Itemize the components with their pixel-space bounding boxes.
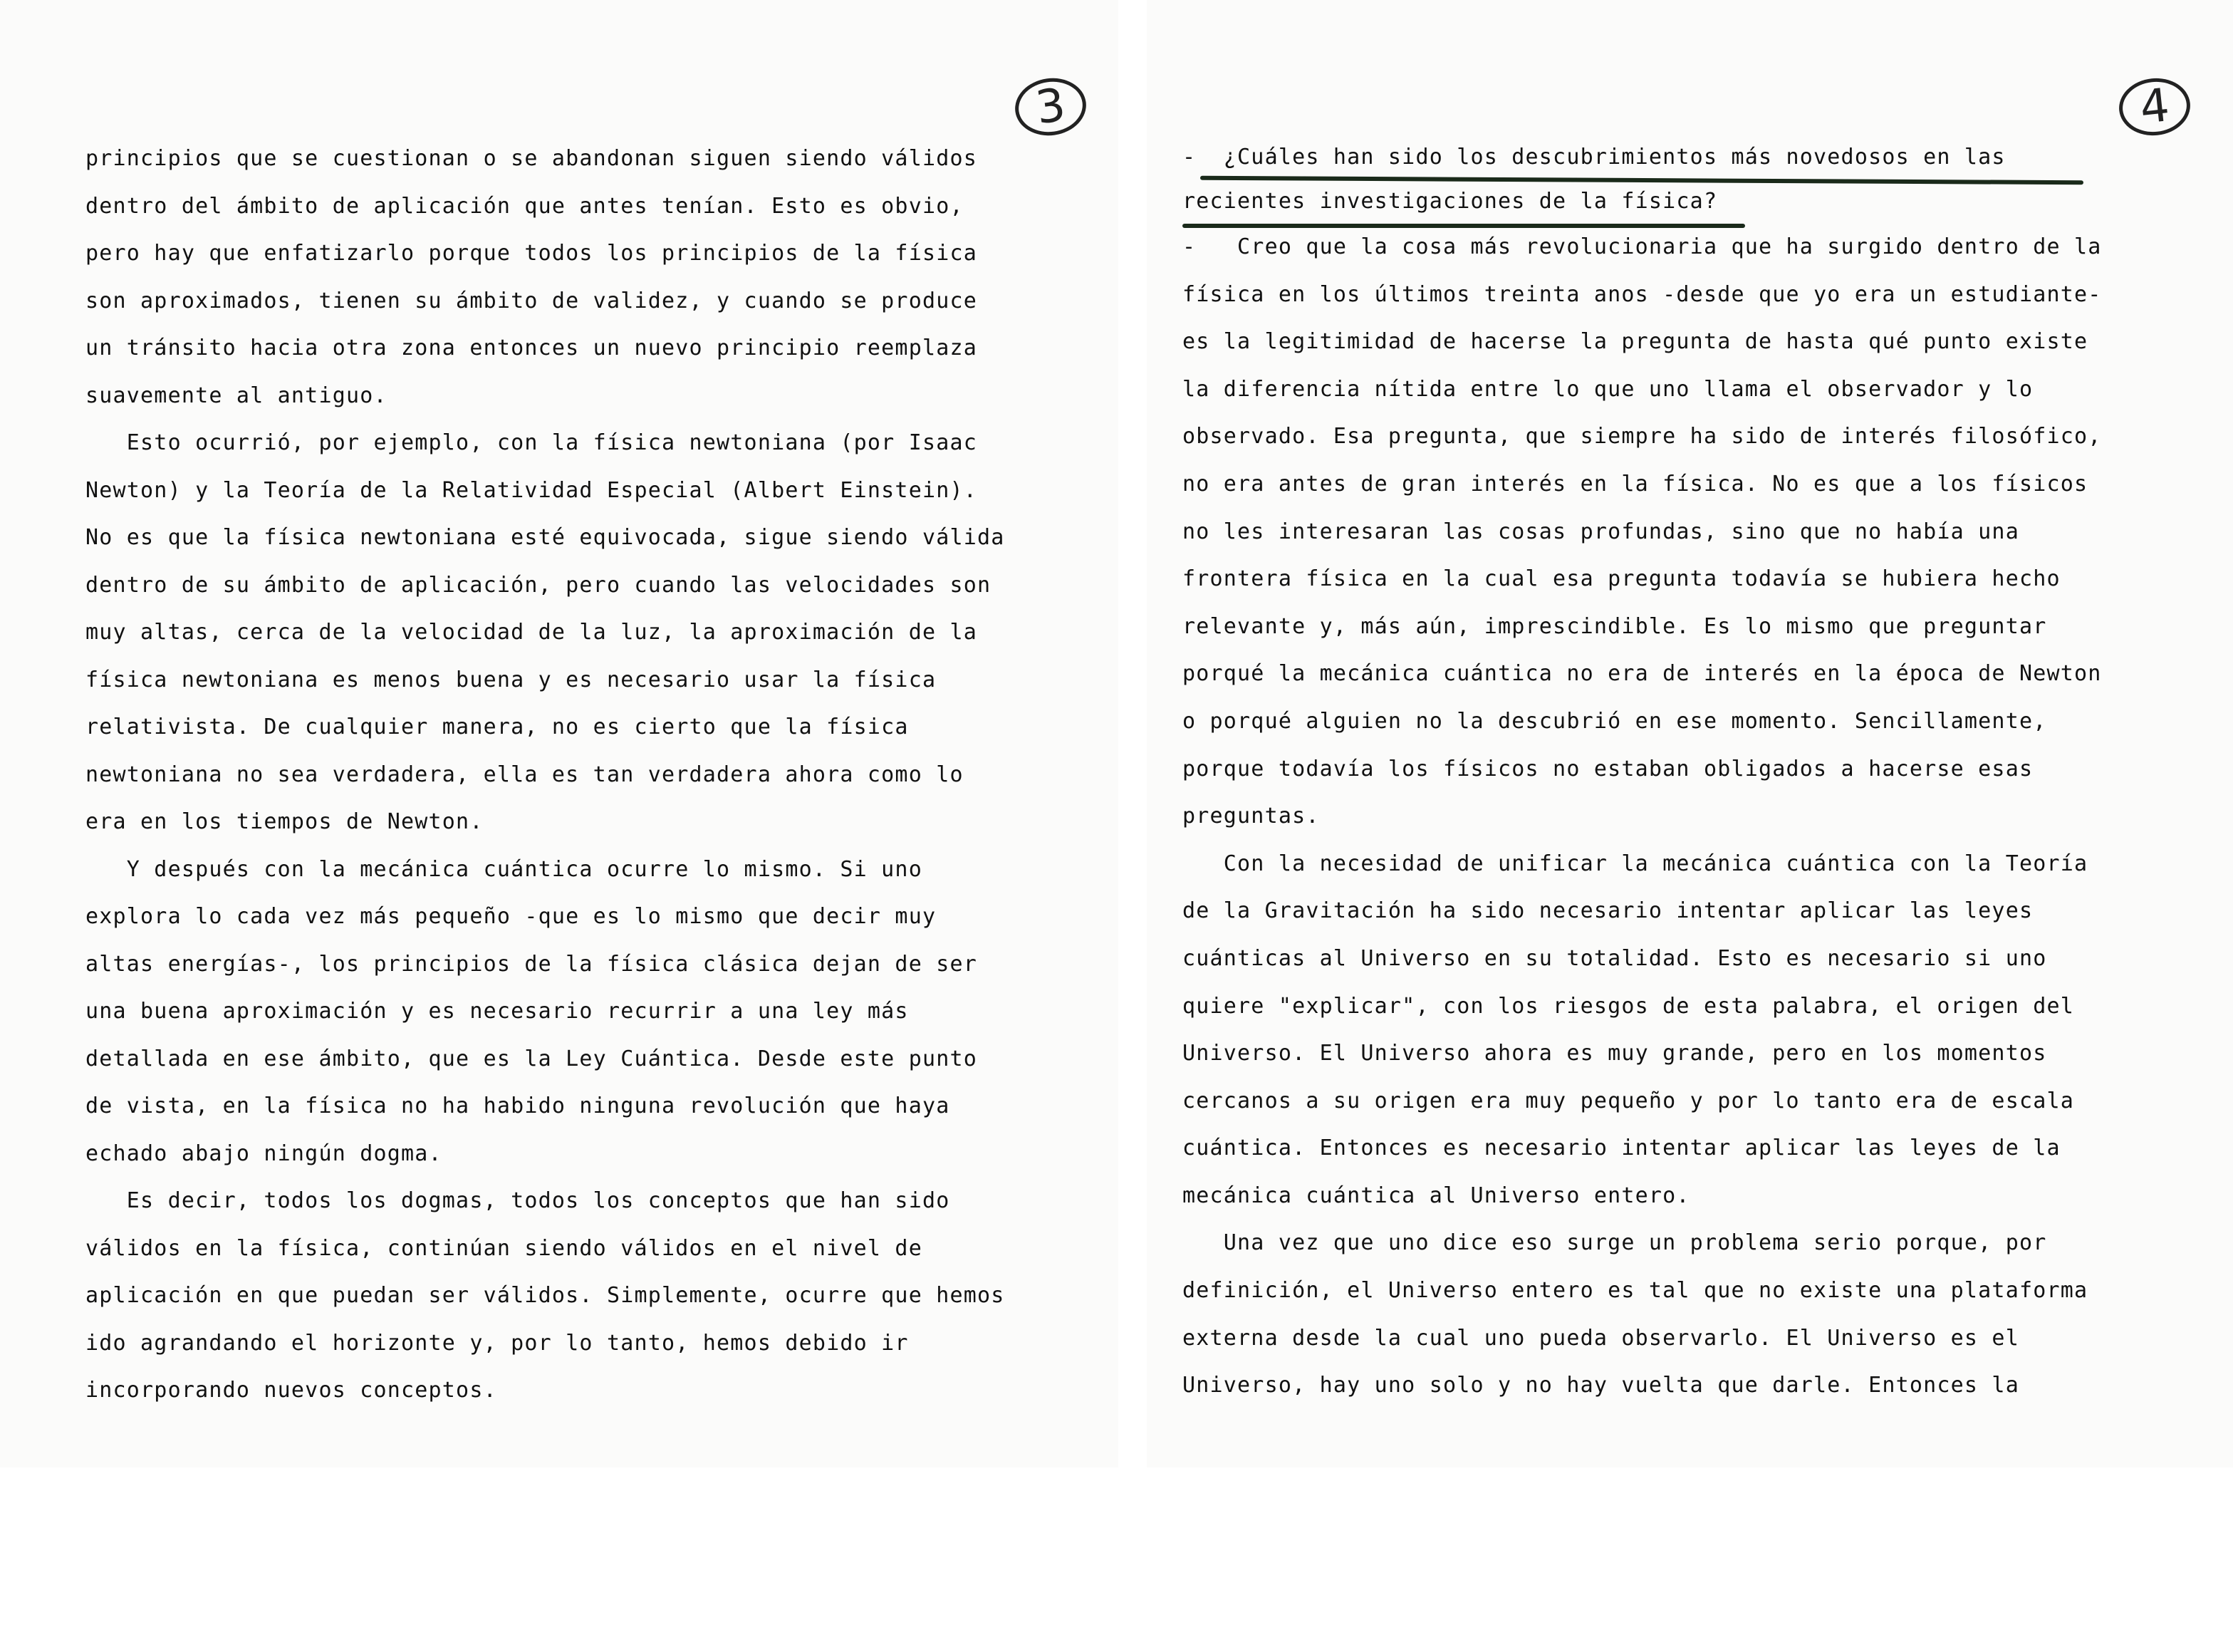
text-line: la diferencia nítida entre lo que uno llama el observador y lo — [1182, 376, 2034, 402]
text-line: Es decir, todos los dogmas, todos los conceptos que han sido — [85, 1188, 950, 1213]
text-line: porque todavía los físicos no estaban obligados a hacerse esas — [1182, 756, 2034, 781]
page-right — [1147, 0, 2233, 1467]
text-line: dentro de su ámbito de aplicación, pero cuando las velocidades son — [85, 572, 991, 598]
text-line: ido agrandando el horizonte y, por lo tanto, hemos debido ir — [85, 1330, 909, 1356]
text-line: - Creo que la cosa más revolucionaria que ha surgido dentro de la — [1182, 234, 2102, 259]
page-number-right: 4 — [2116, 75, 2193, 139]
text-line: altas energías-, los principios de la física clásica dejan de ser — [85, 951, 977, 977]
text-line: detallada en ese ámbito, que es la Ley Cuántica. Desde este punto — [85, 1046, 977, 1071]
text-line: echado abajo ningún dogma. — [85, 1141, 442, 1166]
text-line: externa desde la cual uno pueda observarlo. El Universo es el — [1182, 1325, 2019, 1351]
right-page-body — [1182, 135, 2180, 1410]
text-line: o porqué alguien no la descubrió en ese momento. Sencillamente, — [1182, 708, 2047, 734]
text-line: porqué la mecánica cuántica no era de interés en la época de Newton — [1182, 661, 2102, 687]
text-line: física en los últimos treinta anos -desde que yo era un estudiante- — [1182, 281, 2102, 307]
text-line: válidos en la física, continúan siendo válidos en el nivel de — [85, 1235, 922, 1261]
text-line: muy altas, cerca de la velocidad de la luz, la aproximación de la — [85, 620, 977, 645]
text-line: Una vez que uno dice eso surge un problema serio porque, por — [1182, 1230, 2047, 1256]
text-line: cuánticas al Universo en su totalidad. Esto es necesario si uno — [1182, 945, 2047, 971]
text-line: dentro del ámbito de aplicación que antes tenían. Esto es obvio, — [85, 193, 964, 219]
text-line: no era antes de gran interés en la física. No es que a los físicos — [1182, 471, 2088, 497]
text-line: frontera física en la cual esa pregunta todavía se hubiera hecho — [1182, 566, 2061, 592]
text-line: es la legitimidad de hacerse la pregunta de hasta qué punto existe — [1182, 329, 2088, 355]
text-line: pero hay que enfatizarlo porque todos los principios de la física — [85, 241, 977, 266]
text-line: Esto ocurrió, por ejemplo, con la física newtoniana (por Isaac — [85, 430, 977, 455]
text-line: un tránsito hacia otra zona entonces un nuevo principio reemplaza — [85, 336, 977, 360]
question-line: recientes investigaciones de la física? — [1182, 189, 1718, 214]
page-number-left: 3 — [1011, 73, 1090, 140]
left-page-body — [85, 135, 1068, 1415]
text-line: relativista. De cualquier manera, no es cierto que la física — [85, 715, 909, 739]
text-line: de la Gravitación ha sido necesario intentar aplicar las leyes — [1182, 898, 2034, 924]
text-line: Con la necesidad de unificar la mecánica cuántica con la Teoría — [1182, 851, 2088, 876]
text-line: cuántica. Entonces es necesario intentar aplicar las leyes de la — [1182, 1136, 2061, 1161]
question-line: - ¿Cuáles han sido los descubrimientos más novedosos en las — [1182, 145, 2006, 170]
text-line: newtoniana no sea verdadera, ella es tan verdadera ahora como lo — [85, 762, 964, 787]
text-line: incorporando nuevos conceptos. — [85, 1378, 497, 1403]
text-line: cercanos a su origen era muy pequeño y por lo tanto era de escala — [1182, 1088, 2074, 1113]
text-line: explora lo cada vez más pequeño -que es lo mismo que decir muy — [85, 904, 937, 929]
text-line: principios que se cuestionan o se abandonan siguen siendo válidos — [85, 146, 977, 171]
text-line: definición, el Universo entero es tal que no existe una plataforma — [1182, 1278, 2088, 1304]
text-line: física newtoniana es menos buena y es necesario usar la física — [85, 667, 937, 692]
text-line: preguntas. — [1182, 804, 1320, 829]
text-line: no les interesaran las cosas profundas, sino que no había una — [1182, 519, 2019, 544]
text-line: aplicación en que puedan ser válidos. Simplemente, ocurre que hemos — [85, 1283, 1005, 1308]
text-line: No es que la física newtoniana esté equivocada, sigue siendo válida — [85, 525, 1005, 550]
text-line: era en los tiempos de Newton. — [85, 809, 484, 834]
text-line: de vista, en la física no ha habido ninguna revolución que haya — [85, 1093, 950, 1118]
text-line: quiere "explicar", con los riesgos de esta palabra, el origen del — [1182, 993, 2074, 1019]
text-line: observado. Esa pregunta, que siempre ha sido de interés filosófico, — [1182, 424, 2102, 450]
text-line: Y después con la mecánica cuántica ocurre lo mismo. Si uno — [85, 856, 922, 882]
text-line: suavemente al antiguo. — [85, 383, 387, 408]
text-line: relevante y, más aún, imprescindible. Es lo mismo que preguntar — [1182, 613, 2047, 639]
text-line: una buena aproximación y es necesario recurrir a una ley más — [85, 999, 909, 1024]
text-line: Universo. El Universo ahora es muy grande, pero en los momentos — [1182, 1041, 2047, 1066]
text-line: mecánica cuántica al Universo entero. — [1182, 1183, 1690, 1208]
page-left — [0, 0, 1118, 1467]
text-line: Universo, hay uno solo y no hay vuelta que darle. Entonces la — [1182, 1373, 2019, 1398]
text-line: Newton) y la Teoría de la Relatividad Especial (Albert Einstein). — [85, 477, 977, 503]
text-line: son aproximados, tienen su ámbito de validez, y cuando se produce — [85, 288, 977, 313]
